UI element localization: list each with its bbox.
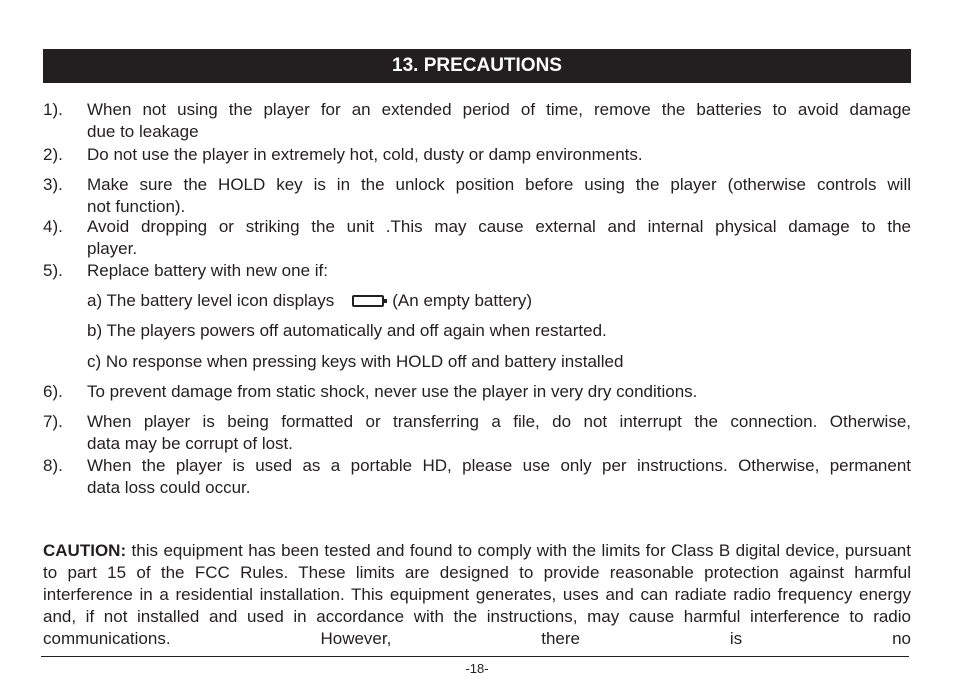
caution-text: this equipment has been tested and found to comply with the limits for Class B digital device, pursuant to part 15 of the FCC Rules. These limits are designed to provide reasonable protection against harmful interference in a residential installation. This equipment generates, uses and can radiate radio frequency energy and, if not installed and used in accordance with the instructions, may cause harmful interference to radio communications. However, there is no: [43, 541, 911, 648]
subitem-c-text: c) No response when pressing keys with HOLD off and battery installed: [87, 352, 624, 371]
item-text-cont: not function).: [87, 197, 186, 216]
subitem-b-text: b) The players powers off automatically and off again when restarted.: [87, 321, 607, 340]
caution-paragraph: [43, 540, 911, 650]
item-number: 8).: [43, 456, 63, 475]
item-text: When the player is used as a portable HD, please use only per instructions. Otherwise, permanent: [87, 456, 911, 475]
precaution-item-5: [43, 260, 911, 282]
precaution-item-8: [43, 455, 911, 499]
item-number: 7).: [43, 412, 63, 431]
empty-battery-icon: [352, 295, 384, 307]
item-number: 4).: [43, 217, 63, 236]
item-text-cont: data loss could occur.: [87, 478, 251, 497]
footer-divider: [41, 656, 909, 657]
subitem-a-suffix: (An empty battery): [392, 291, 533, 310]
precaution-item-7: [43, 411, 911, 455]
subitem-a: [87, 290, 532, 312]
precaution-item-4: [43, 216, 911, 260]
item-number: 1).: [43, 100, 63, 119]
precaution-item-1: [43, 99, 911, 143]
precaution-item-6: [43, 381, 911, 403]
page-number: -18-: [465, 661, 489, 676]
precaution-item-2: [43, 144, 911, 166]
item-number: 6).: [43, 382, 63, 401]
item-text-cont: due to leakage: [87, 122, 199, 141]
item-text: Do not use the player in extremely hot, cold, dusty or damp environments.: [87, 145, 643, 164]
item-text: To prevent damage from static shock, never use the player in very dry conditions.: [87, 382, 698, 401]
item-text: Make sure the HOLD key is in the unlock position before using the player (otherwise controls will: [87, 175, 911, 194]
item-text-cont: data may be corrupt of lost.: [87, 434, 293, 453]
item-number: 2).: [43, 145, 63, 164]
caution-label: CAUTION:: [43, 541, 127, 560]
item-text: When player is being formatted or transferring a file, do not interrupt the connection. Otherwise,: [87, 412, 911, 431]
precaution-item-3: [43, 174, 911, 218]
item-number: 3).: [43, 175, 63, 194]
section-header: [43, 49, 911, 83]
item-text: Avoid dropping or striking the unit .This may cause external and internal physical damage to the: [87, 217, 911, 236]
section-title: 13. PRECAUTIONS: [392, 55, 562, 76]
item-text: Replace battery with new one if:: [87, 261, 328, 280]
subitem-b: [87, 320, 607, 342]
item-number: 5).: [43, 261, 63, 280]
subitem-c: [87, 351, 623, 373]
item-text: When not using the player for an extended period of time, remove the batteries to avoid damage: [87, 100, 911, 119]
item-text-cont: player.: [87, 239, 138, 258]
subitem-a-text: a) The battery level icon displays: [87, 291, 335, 310]
